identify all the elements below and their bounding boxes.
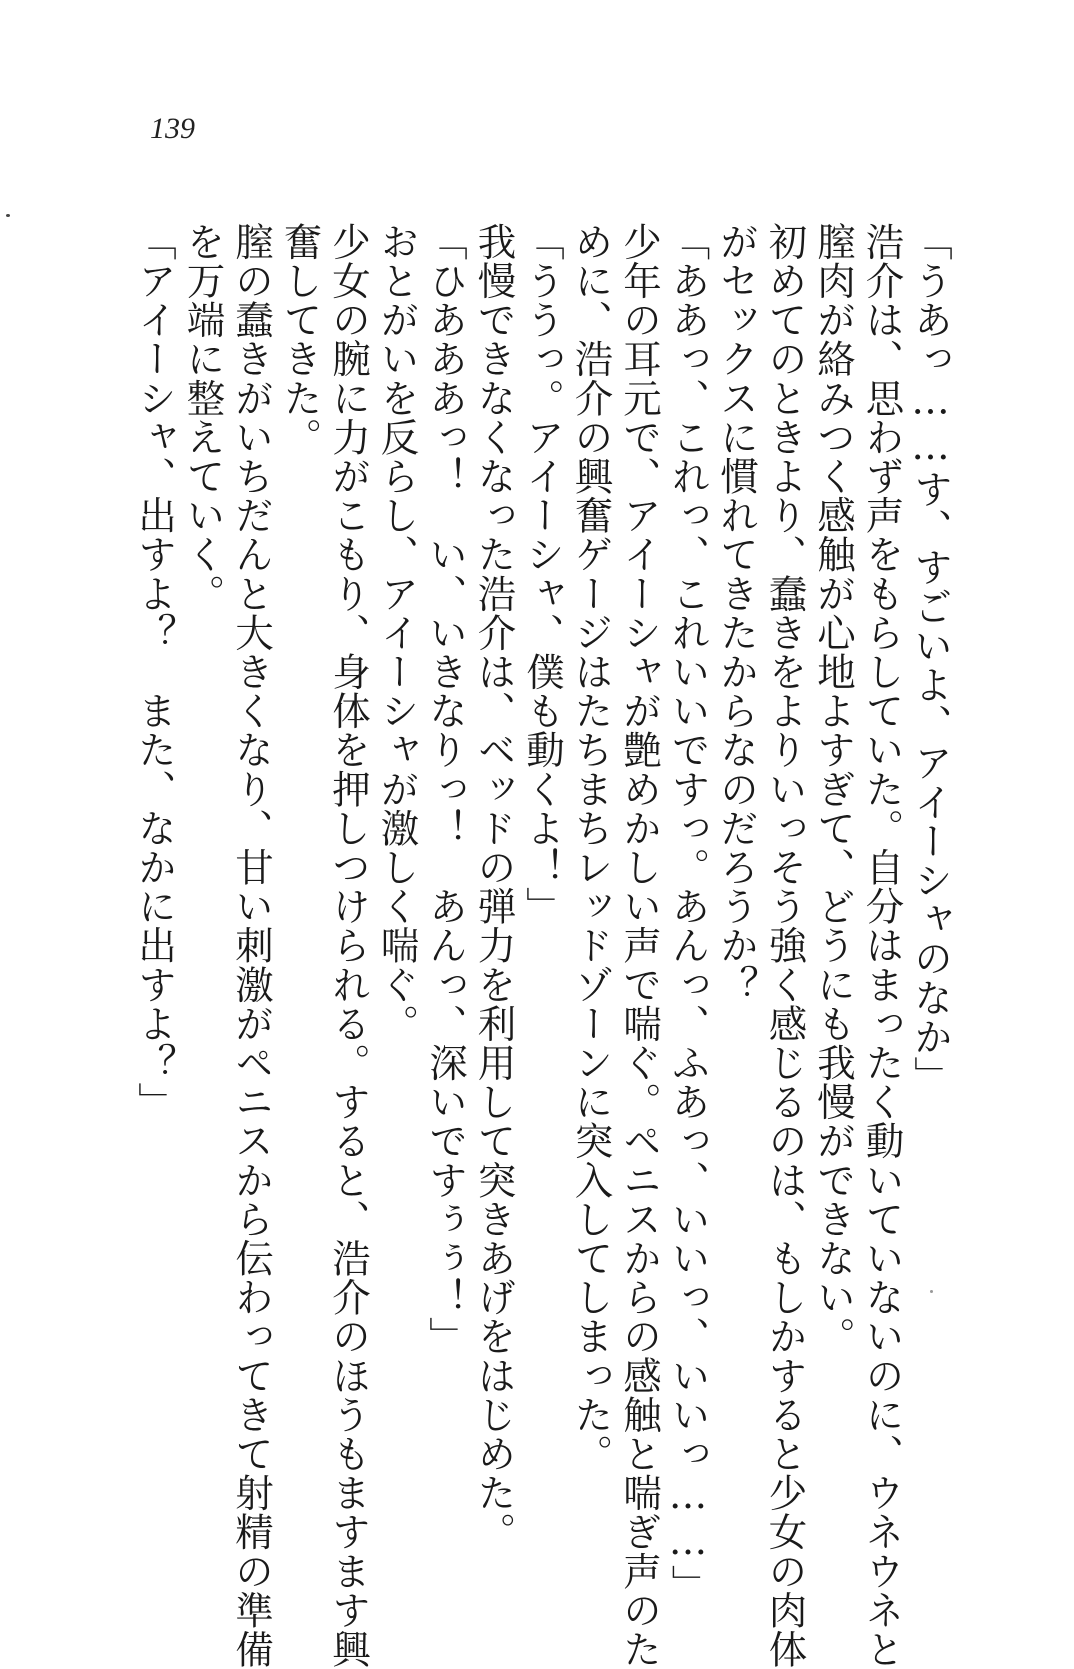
text-line: 「ううっ。アイーシャ、僕も動くよ！」 [520,222,565,926]
text-line: おとがいを反らし、アイーシャが激しく喘ぐ。 [374,222,420,1044]
text-line: を万端に整えていく。 [180,222,226,613]
text-line: めに、浩介の興奮ゲージはたちまちレッドゾーンに突入してしまった。 [568,222,614,1474]
scan-speck [6,214,10,217]
text-line: 少年の耳元で、アイーシャが艶めかしい声で喘ぐ。ペニスからの感触と喘ぎ声のた [617,222,662,1669]
scan-speck [930,1290,933,1293]
text-line: 膣の蠢きがいちだんと大きくなり、甘い刺激がペニスから伝わってきて射精の準備 [229,222,274,1669]
body-text [130,222,955,1669]
text-line: 奮してきた。 [277,222,323,457]
text-line: 膣肉が絡みつく感触が心地よすぎて、どうにも我慢ができない。 [811,222,856,1356]
text-line: 少女の腕に力がこもり、身体を押しつけられる。すると、浩介のほうもますます興 [326,222,371,1669]
text-line: 「うあっ……す、すごいよ、アイーシャのなか」 [908,222,953,1096]
text-line: 浩介は、思わず声をもらしていた。自分はまったく動いていないのに、ウネウネと [859,222,905,1669]
text-line: 「アイーシャ、出すよ？ また、なかに出すよ？」 [132,222,177,1122]
text-line: 「ひあああっ！ い、いきなりっ！ あんっ、深いですぅぅ！」 [423,222,468,1356]
text-line: がセックスに慣れてきたからなのだろうか？ [714,222,759,1004]
text-line: 「ああっ、これっ、これいいですっ。あんっ、ふあっ、いいっ、いいっ……」 [665,222,711,1604]
page-number: 139 [150,112,195,145]
text-line: 我慢できなくなった浩介は、ベッドの弾力を利用して突きあげをはじめた。 [471,222,517,1552]
text-line: 初めてのときより、蠢きをよりいっそう強く感じるのは、もしかすると少女の肉体 [762,222,808,1669]
